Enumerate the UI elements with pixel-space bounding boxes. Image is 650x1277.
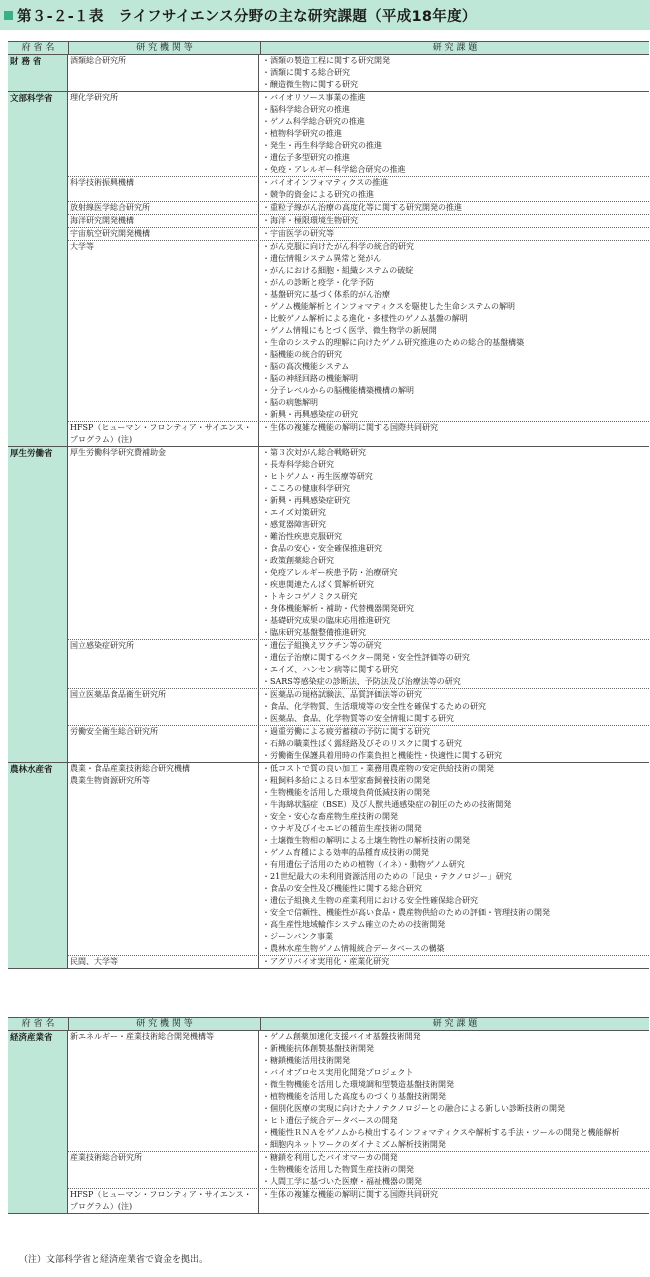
research-topic: ・発生・再生科学総合研究の推進 [262,141,382,150]
ministry-rows [68,55,649,91]
research-topic: ・生体の複雑な機能の解明に関する国際共同研究 [262,1190,438,1199]
research-org: 労働安全衛生総合研究所 [68,726,259,762]
research-org: 理化学研究所 [68,92,259,176]
research-topic: ・比較ゲノム解析による進化・多様性のゲノム基盤の解明 [262,314,468,323]
research-org: 国立医薬品食品衛生研究所 [68,689,259,725]
research-org: 宇宙航空研究開発機構 [68,228,259,240]
research-topic: ・身体機能解析・補助・代替機器開発研究 [262,604,414,613]
ministry-name: 財 務 省 [8,55,68,91]
ministry-rows [68,763,649,968]
ministry-rows [68,447,649,762]
research-org: 厚生労働科学研究費補助金 [68,447,259,639]
research-topic: ・トキシコゲノミクス研究 [262,592,358,601]
research-topic: ・新興・再興感染症研究 [262,496,350,505]
page-title: 第３-２-１表 ライフサイエンス分野の主な研究課題（平成18年度） [17,8,477,25]
topic-list [259,763,649,955]
research-topic: ・がんにおける細胞・組織システムの破綻 [262,266,414,275]
research-topic: ・遺伝子組換え生物の産業利用における安全性確保総合研究 [262,896,478,905]
table-body [8,1031,649,1213]
research-topic: ・糖鎖機能活用技術開発 [262,1056,350,1065]
research-table-2 [8,1017,649,1214]
research-org: 農業・食品産業技術総合研究機構 農業生物資源研究所等 [68,763,259,955]
research-topic: ・牛海綿状脳症（BSE）及び人獣共通感染症の制圧のための技術開発 [262,800,512,809]
research-topic: ・臨床研究基盤整備推進研究 [262,628,366,637]
research-topic: ・食品の安全性及び機能性に関する総合研究 [262,884,422,893]
table-row [68,1189,649,1213]
topic-list [259,228,649,240]
ministry-name: 厚生労働省 [8,447,68,762]
research-topic: ・疾患関連たんぱく質解析研究 [262,580,374,589]
research-topic: ・微生物機能を活用した環境調和型製造基盤技術開発 [262,1080,454,1089]
topic-list [259,177,649,201]
research-topic: ・低コストで質の良い加工・業務用農産物の安定供給技術の開発 [262,764,494,773]
header-ministry: 府 省 名 [8,42,69,54]
research-org: 国立感染症研究所 [68,640,259,688]
topic-list [259,202,649,214]
research-topic: ・粗飼料多給による日本型家畜飼養技術の開発 [262,776,430,785]
table-row [68,1031,649,1152]
research-topic: ・重粒子線がん治療の高度化等に関する研究開発の推進 [262,203,462,212]
table-row [68,228,649,241]
research-topic: ・植物科学研究の推進 [262,129,342,138]
research-topic: ・脳の神経回路の機能解明 [262,374,358,383]
research-topic: ・新機能抗体創製基盤技術開発 [262,1044,374,1053]
research-topic: ・長寿科学総合研究 [262,460,334,469]
header-org: 研 究 機 関 等 [69,1018,261,1030]
research-org: 酒類総合研究所 [68,55,259,91]
research-topic: ・21世紀最大の未利用資源活用のための「昆虫・テクノロジー」研究 [262,872,512,881]
research-topic: ・生命のシステム的理解に向けたゲノム研究推進のための総合的基盤構築 [262,338,525,347]
title-bar [0,0,650,30]
topic-list [259,55,649,91]
research-topic: ・安全で信頼性、機能性が高い食品・農産物供給のための評価・管理技術の開発 [262,908,550,917]
topic-list [259,241,649,421]
research-topic: ・有用遺伝子活用のための植物（イネ）・動物ゲノム研究 [262,860,465,869]
research-topic: ・エイズ、ハンセン病等に関する研究 [262,665,399,674]
topic-list [259,422,649,446]
research-topic: ・宇宙医学の研究等 [262,229,334,238]
topic-list [259,1031,649,1151]
research-topic: ・ゲノム機能解析とインフォマティクスを駆使した生命システムの解明 [262,302,515,311]
research-topic: ・基礎研究成果の臨床応用推進研究 [262,616,390,625]
table-row [68,726,649,762]
research-topic: ・土壌微生物相の解明による土壌生物性の解析技術の開発 [262,836,470,845]
research-topic: ・細胞内ネットワークのダイナミズム解析技術開発 [262,1140,446,1149]
research-topic: ・医薬品の規格試験法、品質評価法等の研究 [262,690,422,699]
topic-list [259,447,649,639]
ministry-group [8,447,649,763]
research-topic: ・生体の複雑な機能の解明に関する国際共同研究 [262,423,438,432]
table-row [68,1152,649,1189]
research-topic: ・ゲノム育種による効率的品種育成技術の開発 [262,848,429,857]
topic-list [259,689,649,725]
research-topic: ・第３次対がん総合戦略研究 [262,448,366,457]
research-topic: ・新興・再興感染症の研究 [262,410,358,419]
research-topic: ・政策創薬総合研究 [262,556,334,565]
research-topic: ・高生産性地域輪作システム確立のための技術開発 [262,920,446,929]
table-header [8,42,649,55]
table-row [68,447,649,640]
table-row [68,55,649,91]
research-topic: ・ゲノム科学総合研究の推進 [262,117,365,126]
table-row [68,956,649,968]
research-topic: ・生物機能を活用した環境負荷低減技術の開発 [262,788,430,797]
research-topic: ・安全・安心な畜産物生産技術の開発 [262,812,398,821]
research-topic: ・バイオプロセス実用化開発プロジェクト [262,1068,414,1077]
research-topic: ・バイオインフォマティクスの推進 [262,178,389,187]
topic-list [259,640,649,688]
research-topic: ・ゲノム情報にもとづく医学、微生物学の新展開 [262,326,437,335]
research-org: 産業技術総合研究所 [68,1152,259,1188]
topic-list [259,215,649,227]
header-topics: 研 究 課 題 [432,1019,478,1029]
research-topic: ・ジーンバンク事業 [262,932,334,941]
research-org: 大学等 [68,241,259,421]
footnote: （注）文部科学省と経済産業省で資金を拠出。 [19,1255,209,1265]
research-topic: ・感覚器障害研究 [262,520,326,529]
ministry-group [8,92,649,447]
header-topics: 研 究 課 題 [432,43,478,53]
research-org: HFSP（ヒューマン・フロンティア・サイエンス・プログラム）(注) [68,1189,259,1213]
topic-list [259,726,649,762]
research-topic: ・ヒト遺伝子統合データベースの開発 [262,1116,398,1125]
research-topic: ・ヒトゲノム・再生医療等研究 [262,472,373,481]
research-topic: ・難治性疾患克服研究 [262,532,342,541]
table-row [68,177,649,202]
ministry-group [8,1031,649,1213]
research-topic: ・基盤研究に基づく体系的がん治療 [262,290,390,299]
ministry-name: 農林水産省 [8,763,68,968]
research-org: 新エネルギー・産業技術総合開発機構等 [68,1031,259,1151]
research-topic: ・人間工学に基づいた医療・福祉機器の開発 [262,1177,422,1186]
research-topic: ・競争的資金による研究の推進 [262,190,374,199]
square-bullet-icon [4,11,13,20]
topic-list [259,1189,649,1213]
ministry-group [8,763,649,968]
table-row [68,202,649,215]
table-row [68,215,649,228]
table-row [68,689,649,726]
research-topic: ・こころの健康科学研究 [262,484,350,493]
research-org: 科学技術振興機構 [68,177,259,201]
research-topic: ・酒類に関する総合研究 [262,68,350,77]
ministry-name: 文部科学省 [8,92,68,446]
research-topic: ・がん克服に向けたがん科学の統合的研究 [262,242,414,251]
research-topic: ・ゲノム創薬加速化支援バイオ基盤技術開発 [262,1032,421,1041]
table-row [68,640,649,689]
research-topic: ・SARS等感染症の診断法、予防法及び治療法等の研究 [262,677,461,686]
research-topic: ・個別化医療の実現に向けたナノテクノロジーとの融合による新しい診断技術の開発 [262,1104,565,1113]
research-org: 海洋研究開発機構 [68,215,259,227]
header-ministry: 府 省 名 [8,1018,69,1030]
research-topic: ・遺伝情報システム異常と発がん [262,254,382,263]
table-body [8,55,649,968]
research-topic: ・エイズ対策研究 [262,508,326,517]
research-topic: ・脳の高次機能システム [262,362,350,371]
research-topic: ・海洋・極限環境生物研究 [262,216,358,225]
research-org: 放射線医学総合研究所 [68,202,259,214]
research-topic: ・脳科学総合研究の推進 [262,105,350,114]
research-topic: ・食品、化学物質、生活環境等の安全性を確保するための研究 [262,702,486,711]
research-topic: ・アグリバイオ実用化・産業化研究 [262,957,390,966]
research-topic: ・労働衛生保護具着用時の作業負担と機能性・快適性に関する研究 [262,751,502,760]
research-topic: ・遺伝子治療に関するベクター開発・安全性評価等の研究 [262,653,470,662]
topic-list [259,956,649,968]
topic-list [259,92,649,176]
table-header [8,1018,649,1031]
research-topic: ・生物機能を活用した物質生産技術の開発 [262,1165,414,1174]
research-topic: ・免疫アレルギー疾患予防・治療研究 [262,568,398,577]
ministry-rows [68,1031,649,1213]
research-org: HFSP（ヒューマン・フロンティア・サイエンス・プログラム）(注) [68,422,259,446]
research-topic: ・ウナギ及びイセエビの種苗生産技術の開発 [262,824,422,833]
research-topic: ・遺伝子多型研究の推進 [262,153,350,162]
research-topic: ・食品の安心・安全確保推進研究 [262,544,382,553]
ministry-name: 経済産業省 [8,1031,68,1213]
research-topic: ・植物機能を活用した高度ものづくり基盤技術開発 [262,1092,446,1101]
research-topic: ・医薬品、食品、化学物質等の安全情報に関する研究 [262,714,454,723]
research-topic: ・醸造微生物に関する研究 [262,80,358,89]
header-org: 研 究 機 関 等 [69,42,261,54]
research-topic: ・脳の病態解明 [262,398,318,407]
research-table-1 [8,41,649,969]
ministry-rows [68,92,649,446]
research-topic: ・免疫・アレルギー科学総合研究の推進 [262,165,406,174]
research-topic: ・農林水産生物ゲノム情報統合データベースの構築 [262,944,445,953]
research-topic: ・糖鎖を利用したバイオマーカの開発 [262,1153,398,1162]
table-row [68,241,649,422]
research-topic: ・バイオリソース事業の推進 [262,93,366,102]
table-row [68,763,649,956]
research-topic: ・機能性ＲＮＡをゲノムから検出するインフォマティクスや解析する手法・ツールの開発と機能解析 [262,1128,620,1137]
research-topic: ・脳機能の統合的研究 [262,350,342,359]
research-topic: ・分子レベルからの脳機能構築機構の解明 [262,386,414,395]
research-org: 民間、大学等 [68,956,259,968]
topic-list [259,1152,649,1188]
research-topic: ・がんの診断と疫学・化学予防 [262,278,374,287]
ministry-group [8,55,649,92]
research-topic: ・酒類の製造工程に関する研究開発 [262,56,390,65]
research-topic: ・石綿の職業性ばく露経路及びそのリスクに関する研究 [262,739,462,748]
table-row [68,422,649,446]
table-row [68,92,649,177]
research-topic: ・遺伝子組換えワクチン等の研究 [262,641,382,650]
research-topic: ・過重労働による疲労蓄積の予防に関する研究 [262,727,430,736]
